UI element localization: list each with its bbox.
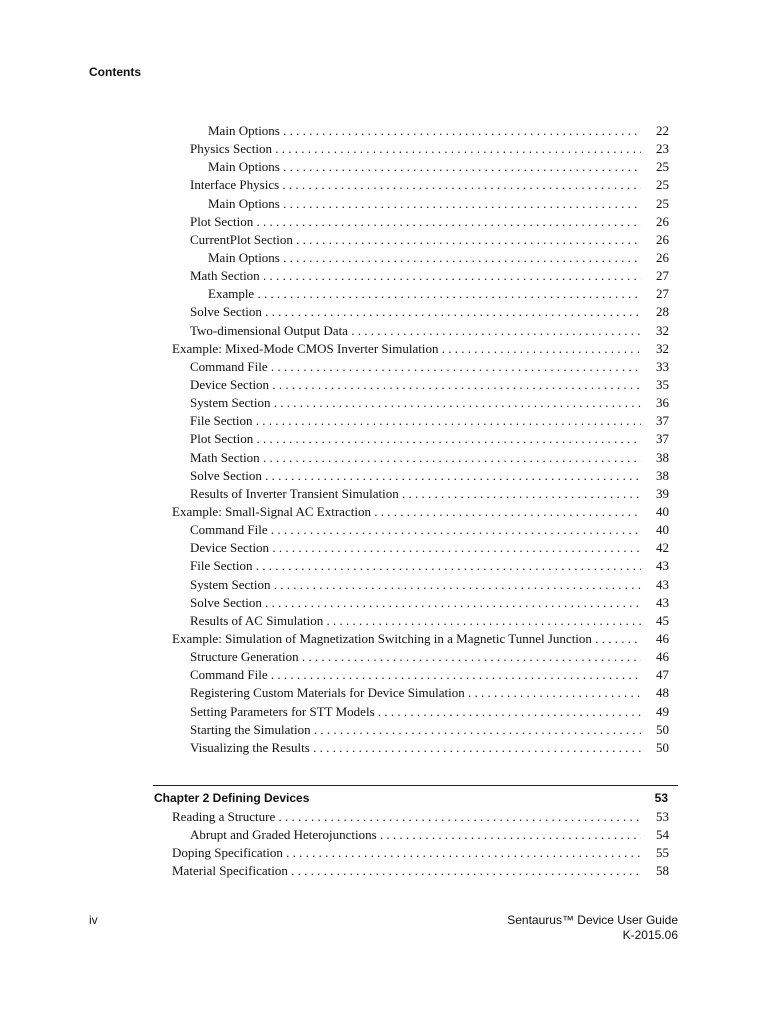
toc-entry-page: 37 [641, 412, 669, 430]
toc-entry-page: 36 [641, 394, 669, 412]
toc-entry-title: Command File . . . [190, 358, 668, 376]
toc-entry-title: Doping Specification . . . [172, 844, 668, 862]
toc-entry-title: Visualizing the Results . . . [190, 739, 668, 757]
toc-entry-page: 25 [641, 195, 669, 213]
toc-entry-page: 38 [641, 449, 669, 467]
toc-entry-page: 26 [641, 213, 669, 231]
toc-entry[interactable] [0, 521, 768, 539]
toc-entry-title: Setting Parameters for STT Models . . . [190, 703, 668, 721]
toc-entry[interactable] [0, 358, 768, 376]
toc-entry-title: File Section . . . [190, 412, 668, 430]
toc-entry-page: 26 [641, 249, 669, 267]
toc-entry[interactable] [0, 612, 768, 630]
toc-entry-title: Structure Generation . . . [190, 648, 668, 666]
toc-entry-title: Main Options . . . [208, 195, 668, 213]
toc-entry-title: Main Options . . . [208, 158, 668, 176]
toc-entry[interactable] [0, 630, 768, 648]
toc-entry[interactable] [0, 576, 768, 594]
toc-entry-page: 50 [641, 739, 669, 757]
footer-guide-title: Sentaurus™ Device User Guide [507, 913, 678, 927]
chapter-heading [153, 785, 678, 805]
toc-entry-page: 58 [641, 862, 669, 880]
toc-entry[interactable] [0, 666, 768, 684]
footer-page-label: iv [89, 913, 98, 927]
chapter-title: Chapter 2 Defining Devices [154, 791, 310, 805]
toc-entry[interactable] [0, 376, 768, 394]
toc-entry[interactable] [0, 412, 768, 430]
toc-entry[interactable] [0, 195, 768, 213]
toc-entry-title: Example: Simulation of Magnetization Switching in a Magnetic Tunnel Junction . . . [172, 630, 668, 648]
toc-entry-title: Solve Section . . . [190, 467, 668, 485]
toc-entry-title: Example: Small-Signal AC Extraction . . . [172, 503, 668, 521]
toc-entry-title: CurrentPlot Section . . . [190, 231, 668, 249]
toc-entry-title: System Section . . . [190, 394, 668, 412]
toc-entry[interactable] [0, 594, 768, 612]
toc-entry-page: 47 [641, 666, 669, 684]
toc-entry-title: Physics Section . . . [190, 140, 668, 158]
toc-entry[interactable] [0, 808, 768, 826]
toc-entry-title: Device Section . . . [190, 539, 668, 557]
toc-entry-title: Example: Mixed-Mode CMOS Inverter Simulation . . . [172, 340, 668, 358]
toc-entry-page: 46 [641, 630, 669, 648]
toc-entry-title: Interface Physics . . . [190, 176, 668, 194]
toc-entry[interactable] [0, 267, 768, 285]
toc-entry-page: 49 [641, 703, 669, 721]
toc-entry-title: Plot Section . . . [190, 213, 668, 231]
toc-entry[interactable] [0, 340, 768, 358]
toc-entry-title: Plot Section . . . [190, 430, 668, 448]
toc-entry-page: 32 [641, 322, 669, 340]
toc-entry-title: Results of Inverter Transient Simulation . . . [190, 485, 668, 503]
toc-entry[interactable] [0, 122, 768, 140]
toc-entry-title: Material Specification . . . [172, 862, 668, 880]
toc-entry-title: Main Options . . . [208, 122, 668, 140]
toc-entry[interactable] [0, 844, 768, 862]
toc-entry[interactable] [0, 158, 768, 176]
toc-entry-page: 26 [641, 231, 669, 249]
page-header-title: Contents [89, 65, 141, 79]
toc-entry[interactable] [0, 739, 768, 757]
toc-entry-title: Reading a Structure . . . [172, 808, 668, 826]
toc-entry-page: 38 [641, 467, 669, 485]
toc-entry-page: 43 [641, 576, 669, 594]
toc-entry-page: 53 [641, 808, 669, 826]
toc-entry-title: Two-dimensional Output Data . . . [190, 322, 668, 340]
toc-entry[interactable] [0, 430, 768, 448]
toc-entry[interactable] [0, 303, 768, 321]
toc-entry-page: 25 [641, 176, 669, 194]
toc-entry-title: Registering Custom Materials for Device Simulation . . . [190, 684, 668, 702]
toc-entry-page: 50 [641, 721, 669, 739]
toc-entry[interactable] [0, 648, 768, 666]
toc-entry-page: 22 [641, 122, 669, 140]
chapter-toc-list [0, 808, 768, 881]
toc-entry[interactable] [0, 394, 768, 412]
toc-entry-title: Device Section . . . [190, 376, 668, 394]
toc-entry[interactable] [0, 557, 768, 575]
toc-entry[interactable] [0, 231, 768, 249]
footer-version: K-2015.06 [622, 928, 678, 942]
toc-entry[interactable] [0, 449, 768, 467]
toc-entry-page: 43 [641, 594, 669, 612]
toc-entry-page: 33 [641, 358, 669, 376]
toc-entry-page: 32 [641, 340, 669, 358]
toc-entry-title: Example . . . [208, 285, 668, 303]
toc-entry-title: Results of AC Simulation . . . [190, 612, 668, 630]
toc-entry-page: 55 [641, 844, 669, 862]
toc-entry-title: File Section . . . [190, 557, 668, 575]
toc-entry-title: Command File . . . [190, 521, 668, 539]
toc-entry-page: 40 [641, 521, 669, 539]
toc-entry[interactable] [0, 539, 768, 557]
toc-entry-title: Solve Section . . . [190, 594, 668, 612]
toc-entry-title: Solve Section . . . [190, 303, 668, 321]
toc-entry[interactable] [0, 703, 768, 721]
toc-entry[interactable] [0, 285, 768, 303]
toc-entry-page: 40 [641, 503, 669, 521]
toc-entry-page: 43 [641, 557, 669, 575]
toc-entry-title: Math Section . . . [190, 449, 668, 467]
toc-entry-title: System Section . . . [190, 576, 668, 594]
toc-entry[interactable] [0, 322, 768, 340]
toc-entry-page: 35 [641, 376, 669, 394]
toc-entry-page: 27 [641, 267, 669, 285]
footer-guide-info [507, 913, 678, 943]
toc-entry[interactable] [0, 176, 768, 194]
toc-entry-page: 45 [641, 612, 669, 630]
toc-entry-page: 39 [641, 485, 669, 503]
toc-entry-title: Starting the Simulation . . . [190, 721, 668, 739]
toc-entry-page: 25 [641, 158, 669, 176]
toc-entry-title: Abrupt and Graded Heterojunctions . . . [190, 826, 668, 844]
toc-entry-page: 48 [641, 684, 669, 702]
toc-entry[interactable] [0, 213, 768, 231]
toc-entry-page: 28 [641, 303, 669, 321]
toc-entry[interactable] [0, 862, 768, 880]
toc-entry[interactable] [0, 826, 768, 844]
toc-entry-page: 27 [641, 285, 669, 303]
toc-entry-title: Math Section . . . [190, 267, 668, 285]
toc-entry[interactable] [0, 684, 768, 702]
toc-entry-page: 23 [641, 140, 669, 158]
toc-list [0, 122, 768, 757]
chapter-page-number: 53 [654, 791, 668, 805]
toc-entry[interactable] [0, 503, 768, 521]
toc-entry[interactable] [0, 485, 768, 503]
toc-entry-title: Command File . . . [190, 666, 668, 684]
toc-entry-page: 37 [641, 430, 669, 448]
toc-entry-title: Main Options . . . [208, 249, 668, 267]
toc-entry-page: 46 [641, 648, 669, 666]
toc-entry-page: 54 [641, 826, 669, 844]
toc-entry-page: 42 [641, 539, 669, 557]
toc-entry[interactable] [0, 249, 768, 267]
toc-entry[interactable] [0, 721, 768, 739]
toc-entry[interactable] [0, 140, 768, 158]
toc-entry[interactable] [0, 467, 768, 485]
